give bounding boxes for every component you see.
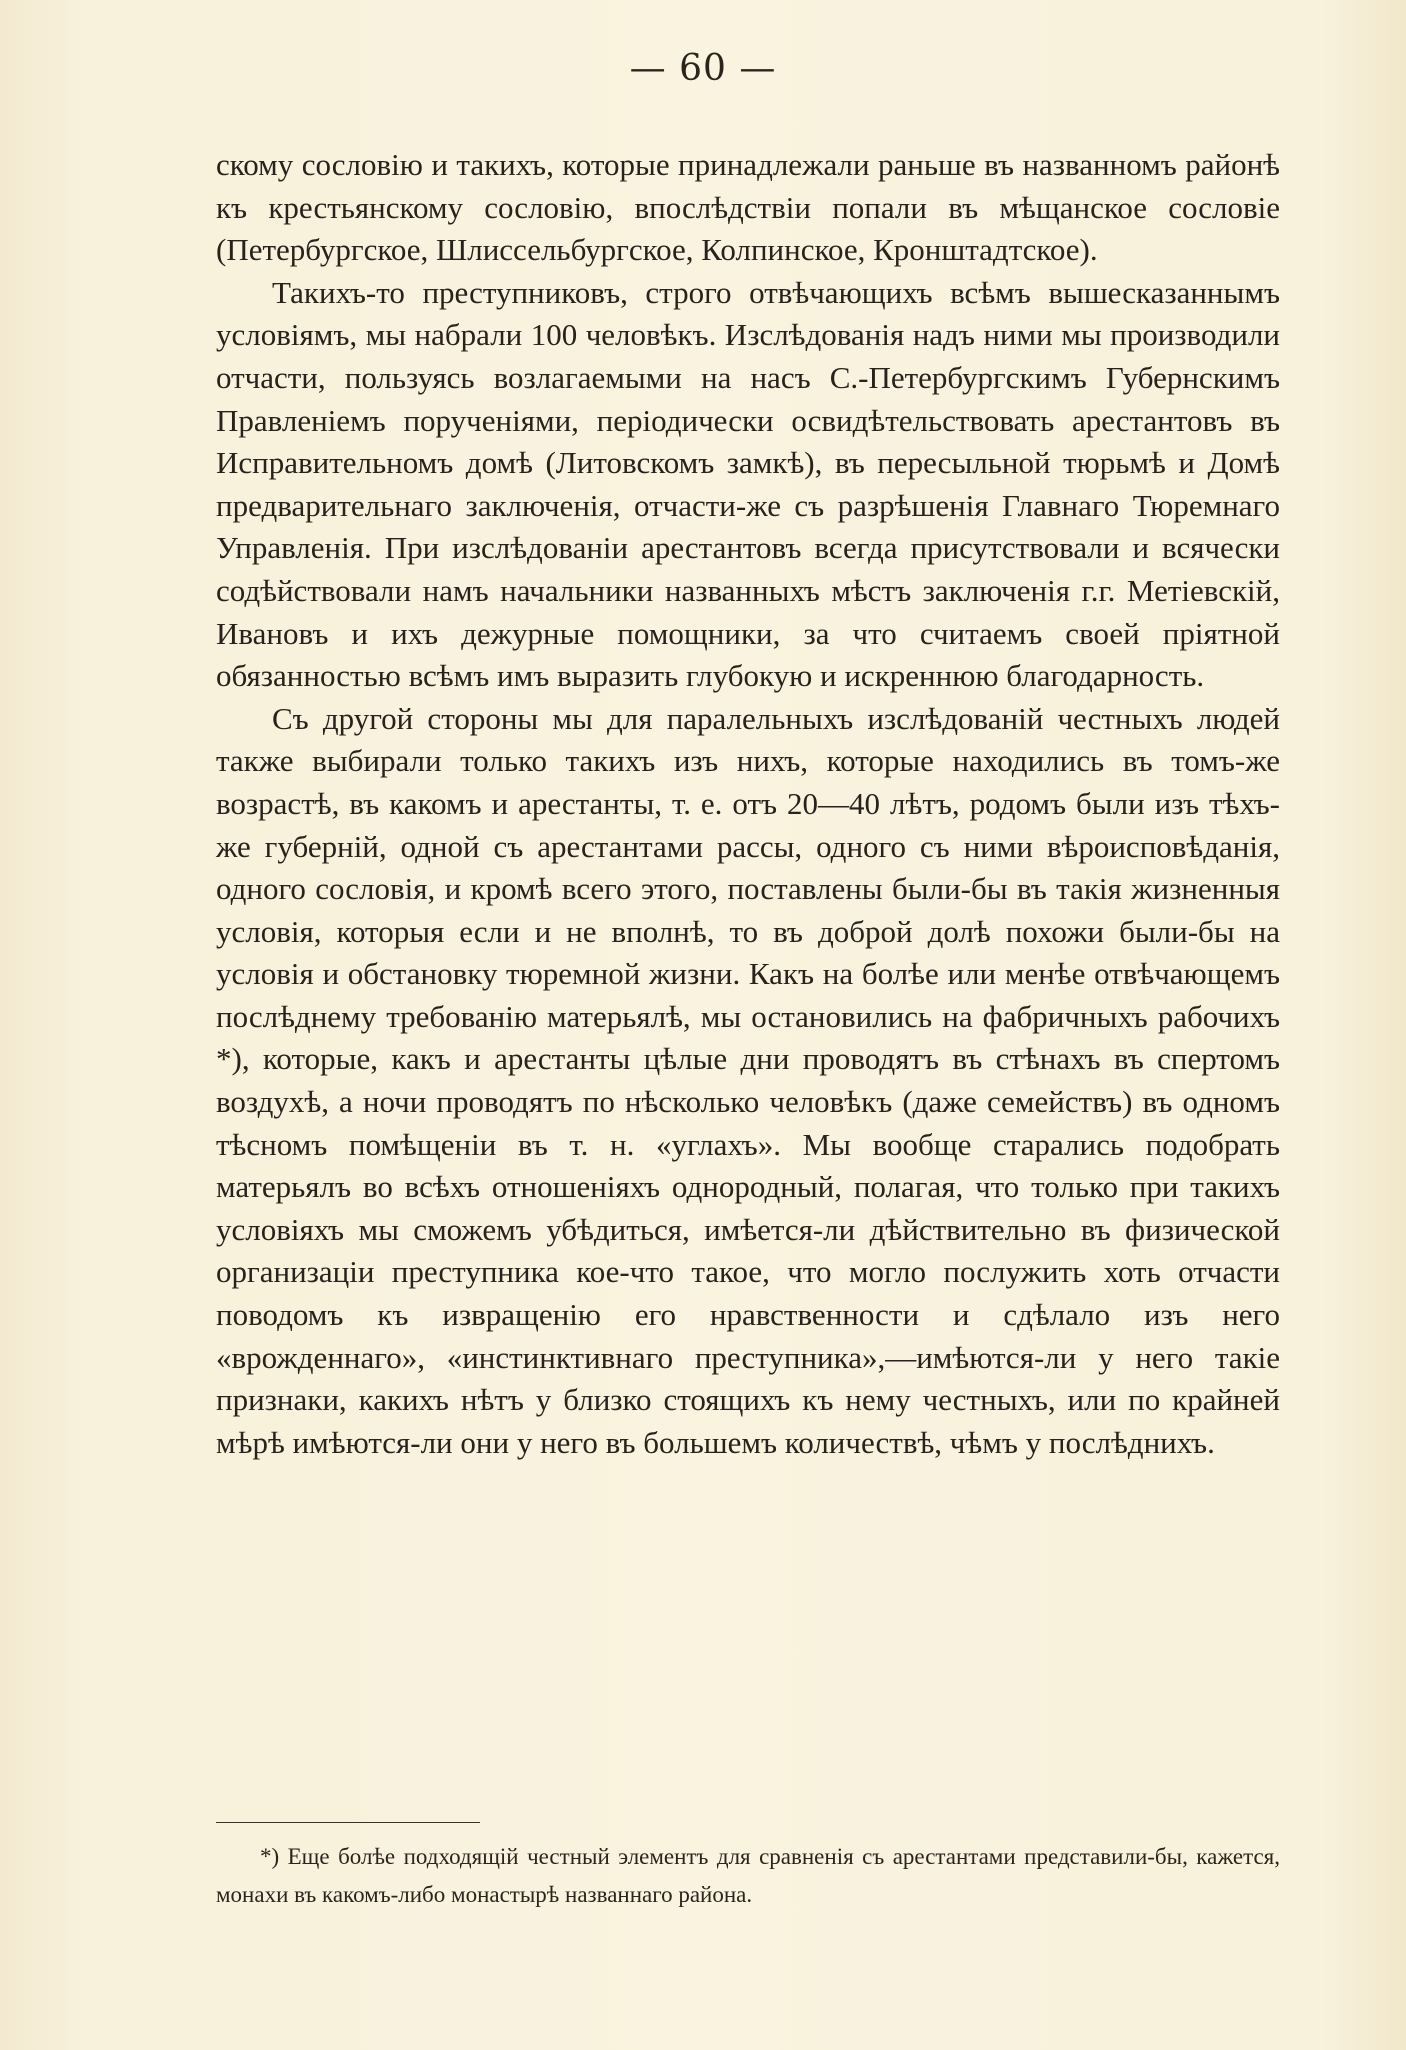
- footnote: *) Еще болѣе подходящій честный элементъ для сравненія съ арестантами представили-бы, кажется, монахи въ какомъ-либо монастырѣ названнаго района.: [216, 1844, 1280, 1907]
- body-text: [216, 144, 1280, 1464]
- paragraph-criminals-selection: Такихъ-то преступниковъ, строго отвѣчающихъ всѣмъ вышесказаннымъ условіямъ, мы набрали 100 человѣкъ. Изслѣдованія надъ ними мы производили отчасти, пользуясь возлагаемыми на насъ С.-Петербургскимъ Губернскимъ Правленіемъ порученіями, періодически освидѣтельствовать арестантовъ въ Исправительномъ домѣ (Литовскомъ замкѣ), въ пересыльной тюрьмѣ и Домѣ предварительнаго заключенія, отчасти-же съ разрѣшенія Главнаго Тюремнаго Управленія. При изслѣдованіи арестантовъ всегда присутствовали и всячески содѣйствовали намъ начальники названныхъ мѣстъ заключенія г.г. Метіевскій, Ивановъ и ихъ дежурные помощники, за что считаемъ своей пріятной обязанностью всѣмъ имъ выразить глубокую и искреннюю благодарность.: [216, 274, 1280, 694]
- footnote-divider: [216, 1822, 480, 1823]
- paragraph-continuation: скому сословію и такихъ, которые принадлежали раньше въ названномъ районѣ къ крестьянскому сословію, впослѣдствіи попали въ мѣщанское сословіе (Петербургское, Шлиссельбургское, Колпинское, Кронштадтское).: [216, 147, 1280, 268]
- page-number: — 60 —: [629, 48, 777, 89]
- paragraph-honest-people-selection: Съ другой стороны мы для паралельныхъ изслѣдованій честныхъ людей также выбирали только такихъ изъ нихъ, которые находились въ томъ-же возрастѣ, въ какомъ и арестанты, т. е. отъ 20—40 лѣтъ, родомъ были изъ тѣхъ-же губерній, одной съ арестантами рассы, одного съ ними вѣроисповѣданія, одного сословія, и кромѣ всего этого, поставлены были-бы въ такія жизненныя условія, которыя если и не вполнѣ, то въ доброй долѣ похожи были-бы на условія и обстановку тюремной жизни. Какъ на болѣе или менѣе отвѣчающемъ послѣднему требованію матерьялѣ, мы остановились на фабричныхъ рабочихъ *), которые, какъ и арестанты цѣлые дни проводятъ въ стѣнахъ въ спертомъ воздухѣ, а ночи проводятъ по нѣсколько человѣкъ (даже семействъ) въ одномъ тѣсномъ помѣщеніи въ т. н. «углахъ». Мы вообще старались подобрать матерьялъ во всѣхъ отношеніяхъ однородный, полагая, что только при такихъ условіяхъ мы сможемъ убѣдиться, имѣется-ли дѣйствительно въ физической организаціи преступника кое-что такое, что могло послужить хоть отчасти поводомъ къ извращенію его нравственности и сдѣлало изъ него «врожденнаго», «инстинктивнаго преступника»,—имѣются-ли у него такіе признаки, какихъ нѣтъ у близко стоящихъ къ нему честныхъ, или по крайней мѣрѣ имѣются-ли они у него въ большемъ количествѣ, чѣмъ у послѣднихъ.: [216, 700, 1280, 1460]
